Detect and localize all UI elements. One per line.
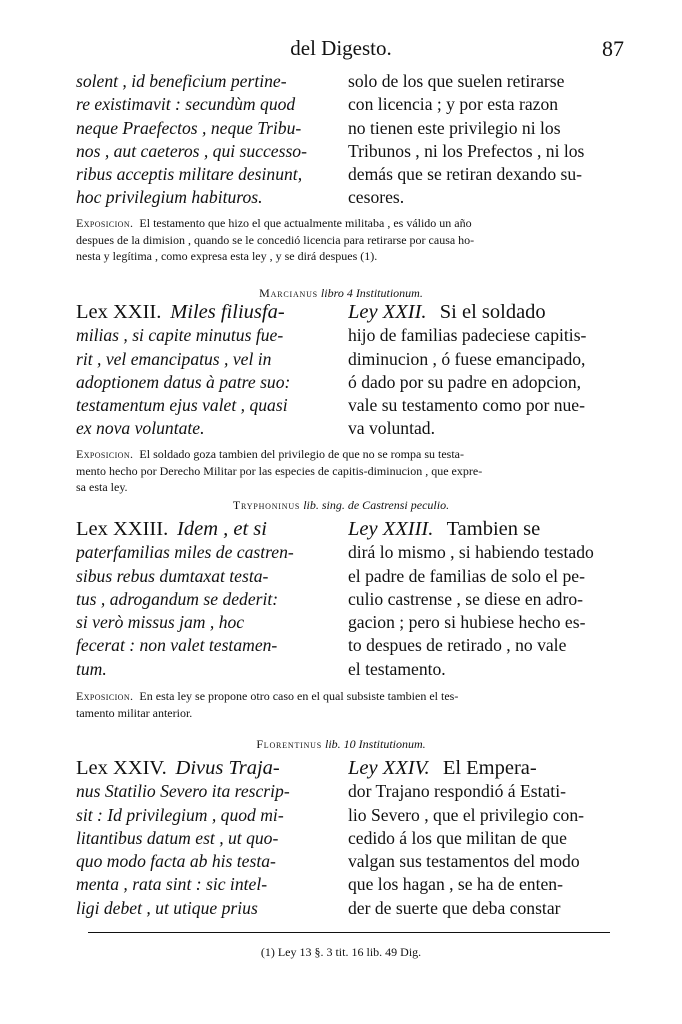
source-work: lib. 10 Institutionum. (325, 737, 426, 751)
latin-line: tus , adrogandum se dederit: (76, 588, 279, 609)
spanish-line: gacion ; pero si hubiese hecho es- (348, 612, 586, 633)
latin-line: milias , si capite minutus fue- (76, 325, 284, 346)
spanish-line: cedido á los que militan de que (348, 827, 567, 848)
footnote: (1) Ley 13 §. 3 tit. 16 lib. 49 Dig. (260, 945, 422, 959)
spanish-line: el padre de familias de solo el pe- (348, 565, 585, 586)
latin-line: ribus acceptis militare desinunt, (76, 164, 303, 185)
latin-line: solent , id beneficium pertine- (76, 71, 287, 91)
lex-heading: Lex XXII. (76, 301, 162, 323)
spanish-line: Si el soldado (439, 301, 546, 323)
source-author: Florentinus (256, 737, 323, 751)
ley-heading: Ley XXIII. (348, 518, 434, 540)
exposition-label: Exposicion. (76, 447, 134, 461)
latin-line: ex nova voluntate. (76, 418, 205, 439)
source-author: Marcianus (259, 286, 318, 300)
running-head (0, 34, 682, 62)
source-work: lib. sing. de Castrensi peculio. (303, 498, 450, 512)
spanish-line: hijo de familias padeciese capitis- (348, 325, 587, 346)
exposition-text: sa esta ley. (76, 480, 128, 494)
latin-column-lex-xxiv (76, 757, 330, 920)
spanish-line: diminucion , ó fuese emancipado, (348, 348, 586, 369)
latin-line: Idem , et si (177, 518, 267, 540)
spanish-line: dor Trajano respondió á Estati- (348, 781, 566, 802)
latin-line: rit , vel emancipatus , vel in (76, 348, 272, 369)
exposition-3 (76, 688, 610, 721)
spanish-line: el testamento. (348, 658, 446, 679)
spanish-line: lio Severo , que el privilegio con- (348, 804, 584, 825)
latin-line: quo modo facta ab his testa- (76, 851, 276, 872)
latin-line: litantibus datum est , ut quo- (76, 827, 279, 848)
latin-line: sit : Id privilegium , quod mi- (76, 804, 284, 825)
spanish-column-ley-xxii (348, 301, 610, 441)
footnote-divider (88, 932, 610, 933)
exposition-text: En esta ley se propone otro caso en el qual subsiste tambien el tes- (139, 689, 459, 703)
spanish-line: El Empera- (442, 757, 537, 779)
latin-line: menta , rata sint : sic intel- (76, 874, 268, 895)
spanish-line: vale su testamento como por nue- (348, 395, 585, 416)
latin-line: paterfamilias miles de castren- (76, 542, 294, 563)
source-citation-marcianus (0, 286, 682, 300)
spanish-line: ó dado por su padre en adopcion, (348, 371, 582, 392)
latin-line: nus Statilio Severo ita rescrip- (76, 781, 290, 802)
latin-column-continuation (76, 70, 330, 210)
exposition-label: Exposicion. (76, 689, 134, 703)
spanish-line: cesores. (348, 187, 405, 208)
spanish-line: con licencia ; y por esta razon (348, 94, 559, 115)
latin-line: Divus Traja- (175, 757, 280, 779)
spanish-line: va voluntad. (348, 418, 435, 439)
latin-column-lex-xxiii (76, 518, 330, 681)
spanish-line: solo de los que suelen retirarse (348, 71, 565, 91)
spanish-line: demás que se retiran dexando su- (348, 164, 583, 185)
exposition-text: nesta y legítima , como expresa esta ley , y se dirá despues (1). (76, 249, 378, 263)
exposition-1 (76, 215, 610, 265)
spanish-line: valgan sus testamentos del modo (348, 851, 580, 872)
exposition-2 (76, 446, 610, 496)
spanish-line: Tambien se (446, 518, 541, 540)
source-author: Tryphoninus (232, 498, 301, 512)
spanish-column-ley-xxiii (348, 518, 610, 681)
exposition-text: El testamento que hizo el que actualmente militaba , es válido un año (139, 216, 472, 230)
latin-line: si verò missus jam , hoc (76, 612, 245, 633)
latin-line: Miles filiusfa- (170, 301, 285, 323)
latin-line: re existimavit : secundùm quod (76, 94, 296, 115)
exposition-text: tamento militar anterior. (76, 705, 193, 720)
source-citation-tryphoninus (0, 498, 682, 512)
spanish-line: to despues de retirado , no vale (348, 635, 567, 656)
latin-line: nos , aut caeteros , qui successo- (76, 140, 307, 161)
lex-heading: Lex XXIV. (76, 757, 167, 779)
exposition-label: Exposicion. (76, 216, 134, 230)
latin-line: testamentum ejus valet , quasi (76, 395, 288, 416)
spanish-line: que los hagan , se ha de enten- (348, 874, 563, 895)
page-number: 87 (602, 36, 624, 61)
latin-line: sibus rebus dumtaxat testa- (76, 565, 269, 586)
lex-heading: Lex XXIII. (76, 518, 169, 540)
running-title: del Digesto. (290, 36, 392, 60)
source-work: libro 4 Institutionum. (320, 286, 423, 300)
ley-heading: Ley XXIV. (348, 757, 430, 779)
latin-line: neque Praefectos , neque Tribu- (76, 117, 302, 138)
spanish-line: no tienen este privilegio ni los (348, 117, 561, 138)
spanish-line: culio castrense , se diese en adro- (348, 588, 583, 609)
exposition-text: mento hecho por Derecho Militar por las especies de capitis-diminucion , que expre- (76, 463, 483, 478)
ley-heading: Ley XXII. (348, 301, 427, 323)
latin-column-lex-xxii (76, 301, 330, 441)
spanish-line: dirá lo mismo , si habiendo testado (348, 542, 594, 563)
latin-line: adoptionem datus à patre suo: (76, 371, 291, 392)
latin-line: tum. (76, 658, 107, 679)
exposition-text: El soldado goza tambien del privilegio de que no se rompa su testa- (139, 447, 464, 461)
source-citation-florentinus (0, 737, 682, 751)
latin-line: fecerat : non valet testamen- (76, 635, 278, 656)
latin-line: ligi debet , ut utique prius (76, 897, 258, 918)
latin-line: hoc privilegium habituros. (76, 187, 263, 208)
spanish-column-continuation (348, 70, 610, 210)
exposition-text: despues de la dimision , quando se le concedió licencia para retirarse por causa ho- (76, 232, 475, 247)
spanish-column-ley-xxiv (348, 757, 610, 920)
spanish-line: der de suerte que deba constar (348, 897, 561, 918)
spanish-line: Tribunos , ni los Prefectos , ni los (348, 140, 585, 161)
